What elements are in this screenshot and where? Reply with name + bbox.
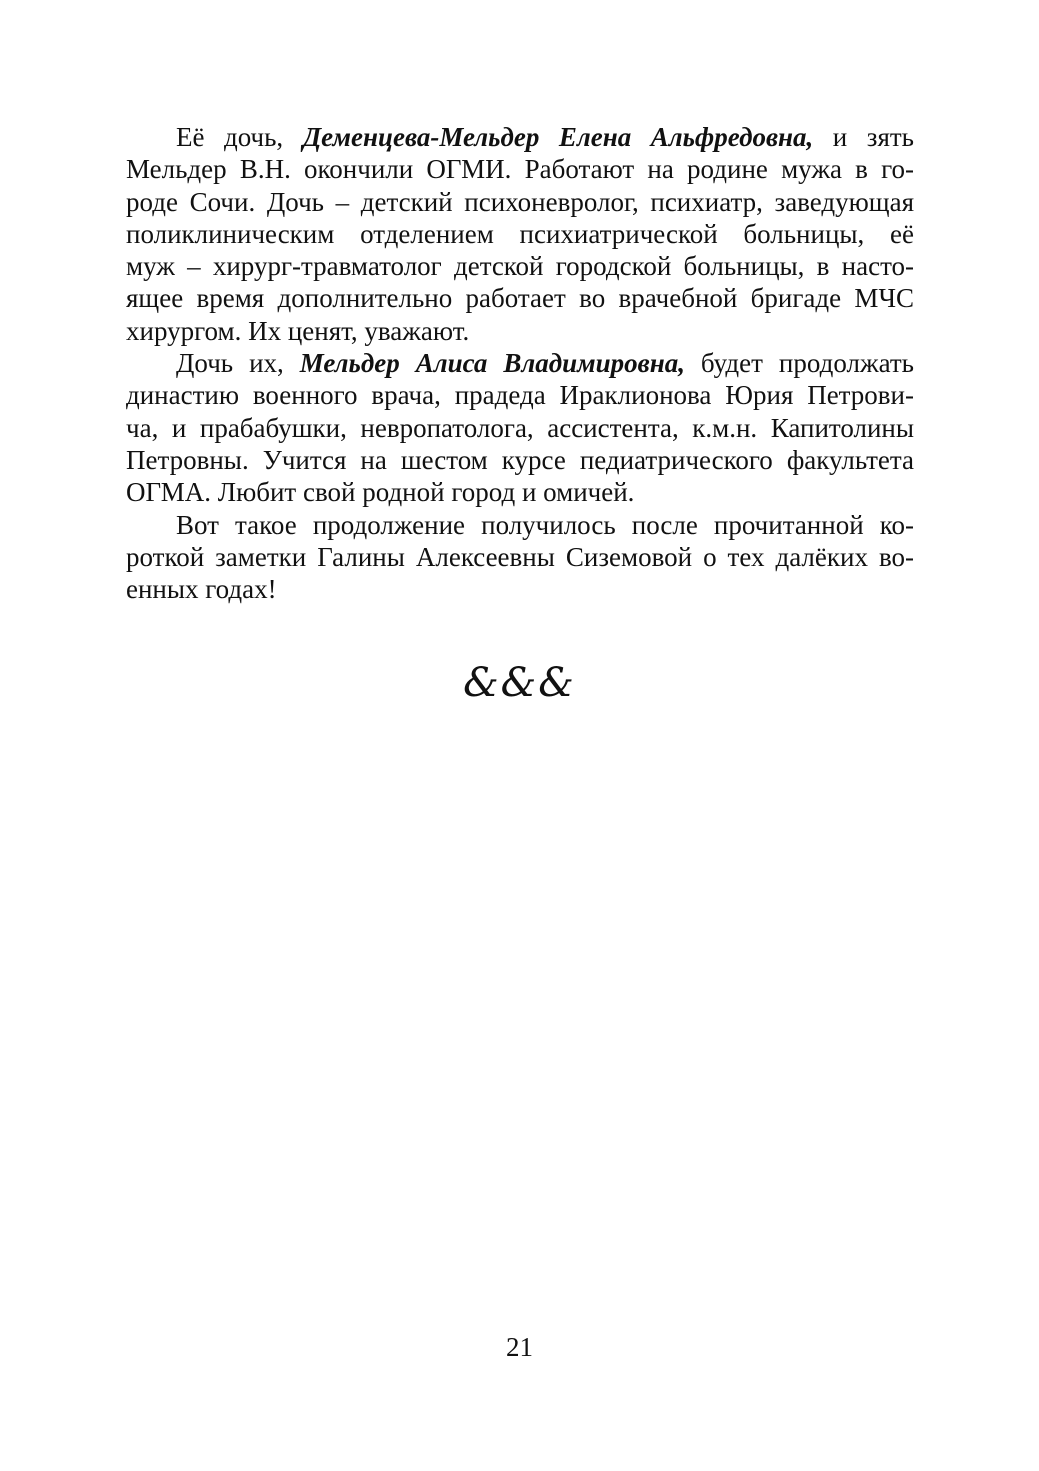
- text-segment: поликлиническим отделением психиатрической больницы, её: [126, 218, 914, 249]
- text-line: [126, 186, 914, 218]
- text-segment: ящее время дополнительно работает во врачебной бригаде МЧС: [126, 283, 914, 314]
- text-line: [126, 573, 914, 605]
- text-line: [126, 153, 914, 185]
- text-line: [126, 412, 914, 444]
- text-line: [126, 476, 914, 508]
- emphasized-name: Мельдер Алиса Владимировна,: [299, 348, 685, 379]
- text-segment: и зять: [813, 122, 914, 152]
- text-segment: Мельдер В.Н. окончили ОГМИ. Работают на родине мужа в го-: [126, 154, 914, 185]
- text-segment: Дочь их,: [176, 348, 300, 379]
- text-segment: роде Сочи. Дочь – детский психоневролог, психиатр, заведующая: [126, 186, 914, 217]
- text-segment: Её дочь,: [176, 122, 303, 152]
- text-line: [126, 379, 914, 411]
- page-number: 21: [506, 1332, 533, 1362]
- text-line: [126, 509, 914, 541]
- text-segment: Петровны. Учится на шестом курсе педиатрического факультета: [126, 444, 914, 475]
- text-segment: будет продолжать: [684, 348, 914, 379]
- text-segment: роткой заметки Галины Алексеевны Сиземовой о тех далёких во-: [126, 541, 914, 572]
- text-line: [126, 315, 914, 347]
- text-line: [126, 347, 914, 379]
- text-line: [126, 218, 914, 250]
- text-line: [126, 541, 914, 573]
- section-ornament: &&&: [463, 660, 576, 706]
- text-segment: Вот такое продолжение получилось после прочитанной ко-: [176, 509, 914, 540]
- text-segment: муж – хирург-травматолог детской городской больницы, в насто-: [126, 251, 914, 282]
- text-line: [126, 282, 914, 314]
- text-segment: ОГМА. Любит свой родной город и омичей.: [126, 477, 635, 508]
- text-line: [126, 250, 914, 282]
- text-segment: енных годах!: [126, 574, 277, 605]
- text-segment: династию военного врача, прадеда Ираклионова Юрия Петрови-: [126, 380, 914, 411]
- text-line: [126, 121, 914, 153]
- emphasized-name: Деменцева-Мельдер Елена Альфредовна,: [302, 122, 814, 152]
- text-line: [126, 444, 914, 476]
- text-segment: ча, и прабабушки, невропатолога, ассистента, к.м.н. Капитолины: [126, 412, 914, 443]
- body-text: [126, 121, 914, 605]
- text-segment: хирургом. Их ценят, уважают.: [126, 315, 470, 346]
